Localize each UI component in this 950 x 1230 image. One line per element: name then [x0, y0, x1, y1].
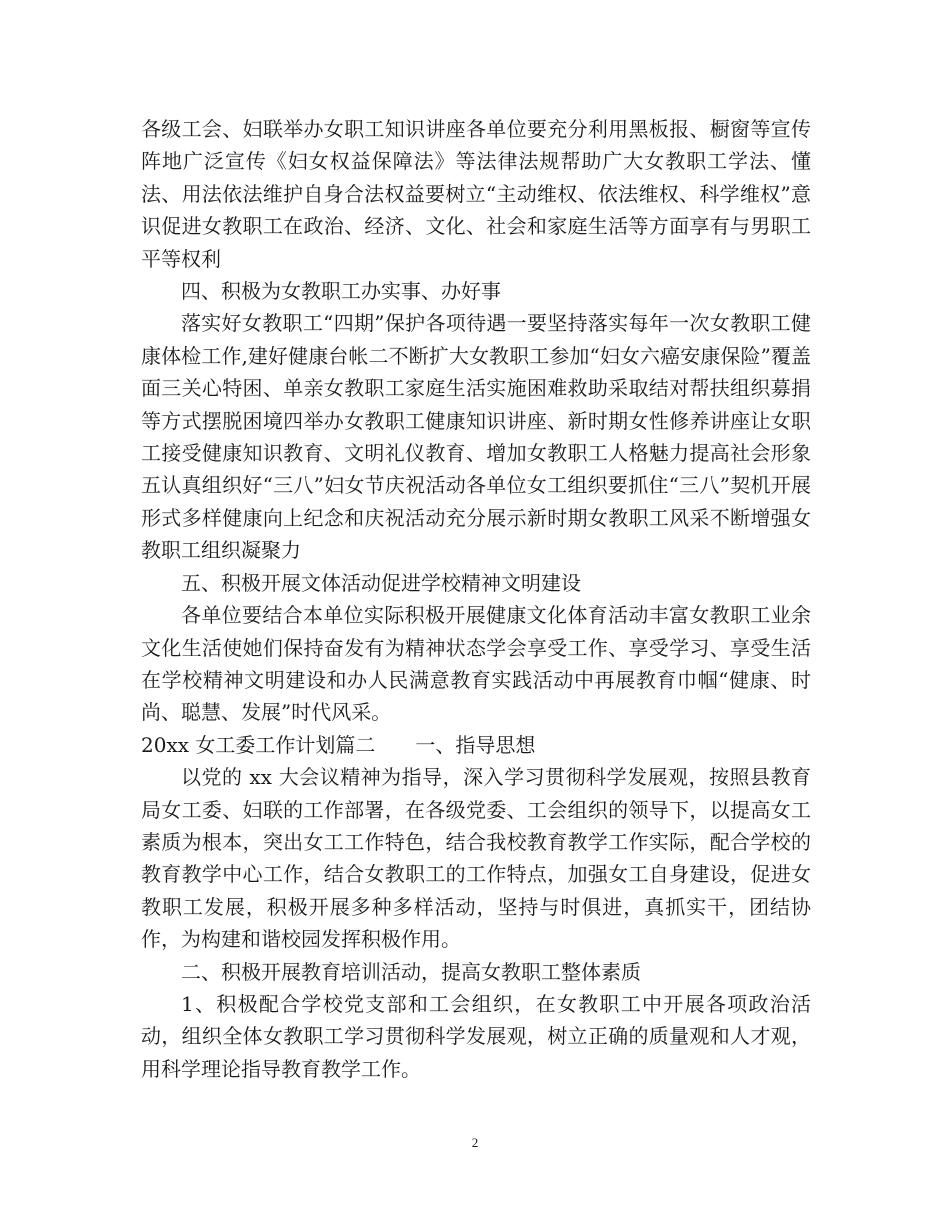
section-heading-five: 五、积极开展文体活动促进学校精神文明建设: [181, 570, 581, 595]
paragraph-rights-promotion: 各级工会、妇联举办女职工知识讲座各单位要充分利用黑板报、橱窗等宣传阵地广泛宣传《妇女权益保障法》等法律法规帮助广大女教职工学法、懂法、用法依法维护自身合法权益要树立“主动维权、依法维权、科学维权”意识促进女教职工在政治、经济、文化、社会和家庭生活等方面享有与男职工平等权利: [141, 117, 811, 271]
page-number: 2: [471, 1135, 479, 1150]
paragraph-guiding-ideology: 以党的 xx 大会议精神为指导，深入学习贯彻科学发展观，按照县教育局女工委、妇联的工作部署，在各级党委、工会组织的领导下，以提高女工素质为根本，突出女工工作特色，结合我校教育教学工作实际，配合学校的教育教学中心工作，结合女教职工的工作特点，加强女工自身建设，促进女教职工发展，积极开展多种多样活动，坚持与时俱进，真抓实干，团结协作，为构建和谐校园发挥积极作用。: [141, 765, 811, 952]
paragraph-item-one: 1、积极配合学校党支部和工会组织，在女教职工中开展各项政治活动，组织全体女教职工学习贯彻科学发展观，树立正确的质量观和人才观，用科学理论指导教育教学工作。: [141, 991, 811, 1081]
plan-title-part-two: 20xx 女工委工作计划篇二 一、指导思想: [141, 732, 536, 757]
document-body: [141, 113, 811, 1085]
paragraph-protection-measures: 落实好女教职工“四期”保护各项待遇一要坚持落实每年一次女教职工健康体检工作,建好健康台帐二不断扩大女教职工参加“妇女六癌安康保险”覆盖面三关心特困、单亲女教职工家庭生活实施困难救助采取结对帮扶组织募捐等方式摆脱困境四举办女教职工健康知识讲座、新时期女性修养讲座让女职工接受健康知识教育、文明礼仪教育、增加女教职工人格魅力提高社会形象五认真组织好“三八”妇女节庆祝活动各单位女工组织要抓住“三八”契机开展形式多样健康向上纪念和庆祝活动充分展示新时期女教职工风采不断增强女教职工组织凝聚力: [141, 311, 811, 563]
paragraph-cultural-activities: 各单位要结合本单位实际积极开展健康文化体育活动丰富女教职工业余文化生活使她们保持奋发有为精神状态学会享受工作、享受学习、享受生活在学校精神文明建设和办人民满意教育实践活动中再展教育巾帼“健康、时尚、聪慧、发展”时代风采。: [141, 603, 811, 725]
section-heading-two: 二、积极开展教育培训活动，提高女教职工整体素质: [181, 959, 641, 984]
section-heading-four: 四、积极为女教职工办实事、办好事: [181, 279, 501, 304]
